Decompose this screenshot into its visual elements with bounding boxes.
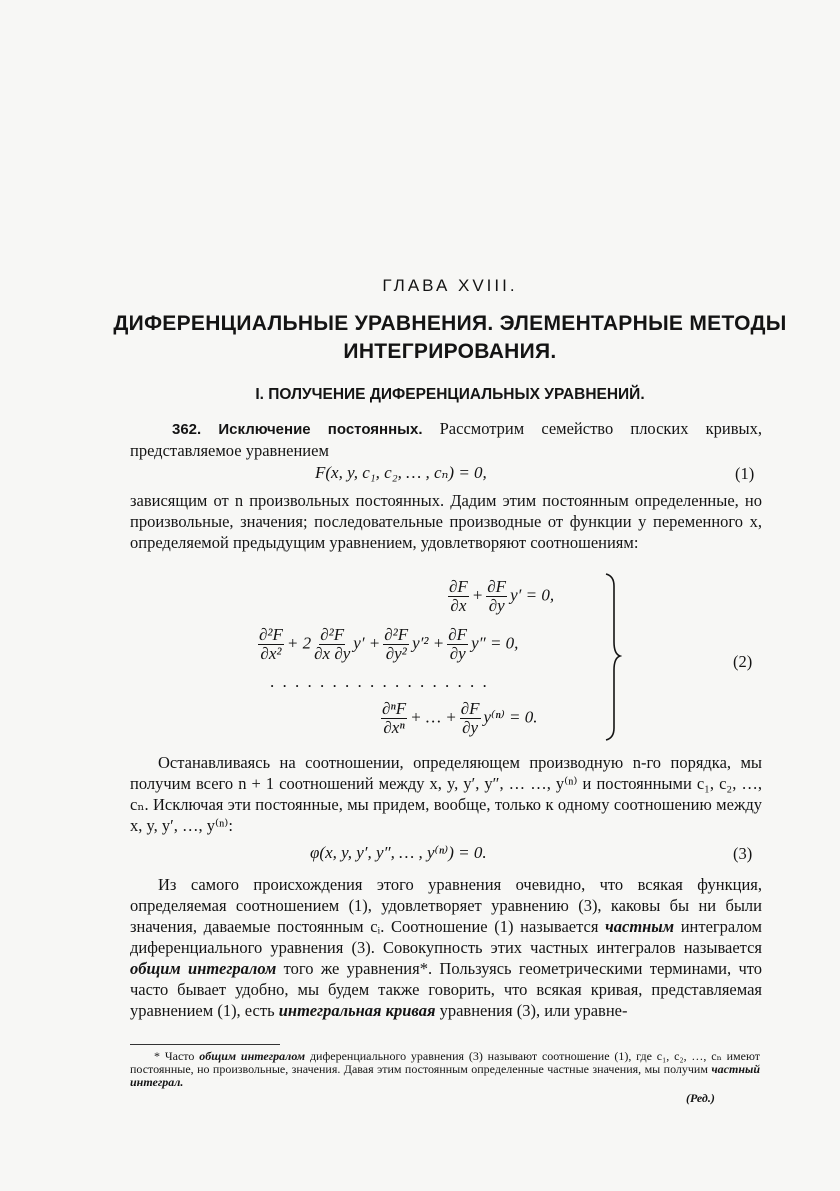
- equation-2-row-3: $\frac{\text{∂ⁿF}}{\text{∂xⁿ}}$ + … + $\frac{\partial F}{\partial y}$ y⁽ⁿ⁾ = 0.: [382, 699, 538, 737]
- paragraph-heading: 362. Исключение постоянных.: [172, 421, 423, 438]
- footnote-editor-mark: (Ред.): [686, 1091, 715, 1105]
- equation-2-number: (2): [733, 652, 753, 671]
- footnote-divider: [130, 1044, 280, 1045]
- fraction: $\frac{\partial F}{\partial y}$: [487, 577, 507, 615]
- paragraph-362: [130, 418, 762, 461]
- chapter-heading: ГЛАВА XVIII.: [382, 276, 518, 295]
- equation-2-row-1: $\frac{\partial F}{\partial x}$ + $\frac{\partial F}{\partial y}$ y′ = 0,: [449, 577, 555, 615]
- fraction: $\frac{\partial F}{\partial x}$: [449, 577, 468, 615]
- section-heading: I. ПОЛУЧЕНИЕ ДИФЕРЕНЦИАЛЬНЫХ УРАВНЕНИЙ.: [255, 386, 645, 403]
- footnote: * Часто общим интегралом диференциального уравнения (3) называют соотношение (1), где c₁, c₂, …, cₙ имеют постоянные, но произвольные, значения. Давая этим постоянным определенные частные значения, мы получим частный интеграл.: [130, 1049, 760, 1089]
- fraction: $\frac{\text{∂²F}}{\text{∂x²}}$: [259, 625, 283, 663]
- paragraph-2: зависящим от n произвольных постоянных. Дадим этим постоянным определенные, но произвольные, значения; последовательные производные от функции y переменного x, определяемой предыдущим уравнением, удовлетворяют соотношениям:: [130, 491, 762, 552]
- paragraph-4: Из самого происхождения этого уравнения очевидно, что всякая функция, определяемая соотношением (1), удовлетворяет уравнению (3), каковы бы ни были значения, даваемые постоянным cᵢ. Соотношение (1) называется частным интегралом диференциального уравнения (3). Совокупность этих частных интегралов называется общим интегралом того же уравнения*. Пользуясь геометрическими терминами, что часто бывает удобно, мы будем также говорить, что всякая кривая, представляемая уравнением (1), есть интегральная кривая уравнения (3), или уравне-: [130, 875, 762, 1020]
- emphasis-term: интегральная кривая: [278, 1001, 436, 1020]
- emphasis-term: частным: [605, 917, 675, 936]
- fraction: $\frac{\partial F}{\partial y}$: [460, 699, 480, 737]
- chapter-title-line-1: ДИФЕРЕНЦИАЛЬНЫЕ УРАВНЕНИЯ. ЭЛЕМЕНТАРНЫЕ МЕТОДЫ: [113, 312, 787, 335]
- footnote-emphasis: общим интегралом: [199, 1049, 306, 1063]
- fraction: $\frac{\text{∂ⁿF}}{\text{∂xⁿ}}$: [382, 699, 407, 737]
- equation-3-number: (3): [733, 844, 753, 863]
- equation-2-ellipsis-row: . . . . . . . . . . . . . . . . . .: [270, 672, 489, 691]
- equation-2-row-2: $\frac{\text{∂²F}}{\text{∂x²}}$ + 2 $\frac{\text{∂²F}}{\partial x \partial y}$ y′ + $\frac{\text{∂²F}}{\text{∂y²}}$ y′² + $\frac{\partial F}{\partial y}$ y″ = 0,: [259, 625, 519, 663]
- fraction: $\frac{\partial F}{\partial y}$: [448, 625, 468, 663]
- paragraph-text: Рассмотрим семейство плоских кривых, представляемое уравнением: [130, 419, 762, 460]
- paragraph-3: Останавливаясь на соотношении, определяющем производную n-го порядка, мы получим всего n + 1 соотношений между x, y, y′, y″, … …, y⁽ⁿ⁾ и постоянными c₁, c₂, …, cₙ. Исключая эти постоянные, мы придем, вообще, только к одному соотношению между x, y, y′, …, y⁽ⁿ⁾:: [130, 753, 762, 835]
- fraction: $\frac{\text{∂²F}}{\text{∂y²}}$: [384, 625, 409, 663]
- equation-3: φ(x, y, y′, y″, … , y⁽ⁿ⁾) = 0.: [310, 843, 487, 862]
- right-brace-icon: [602, 572, 622, 742]
- emphasis-term: общим интегралом: [130, 959, 277, 978]
- equation-1-number: (1): [735, 464, 755, 483]
- footnote-emphasis: частный интеграл.: [130, 1062, 760, 1089]
- chapter-title-line-2: ИНТЕГРИРОВАНИЯ.: [343, 340, 557, 363]
- fraction: $\frac{\text{∂²F}}{\partial x \partial y}$: [314, 625, 351, 663]
- equation-1: F(x, y, c₁, c₂, … , cₙ) = 0,: [315, 463, 487, 482]
